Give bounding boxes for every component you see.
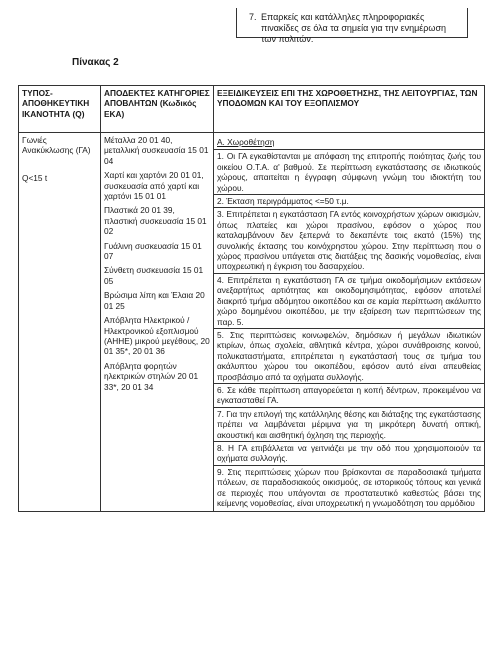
specifications-cell: [214, 133, 485, 512]
item-number: 7.: [249, 12, 257, 22]
facility-type: Γωνιές Ανακύκλωσης (ΓΑ): [22, 135, 91, 156]
spec-item: 4. Επιτρέπεται η εγκατάσταση ΓΑ σε τμήμα οικοδομήσιμων εκτάσεων ανεξαρτήτως αρτιότητας και οικοδομησιμότητας, εφόσον αποτελεί διακριτό τμήμα αδόμητου οικοπέδου και σε καμία περίπτωση ακάλυπτο χώρο δομημένου οικοπέδου, με την εξαίρεση των περιπτώσεων της παρ. 5.: [214, 273, 484, 328]
category-item: Χαρτί και χαρτόνι 20 01 01, συσκευασία από χαρτί και χαρτόνι 15 01 01: [104, 170, 204, 202]
category-item: Βρώσιμα λίπη και Έλαια 20 01 25: [104, 290, 205, 311]
category-item: Απόβλητα φορητών ηλεκτρικών στηλών 20 01 33*, 20 01 34: [104, 360, 199, 392]
header-specifications: ΕΞΕΙΔΙΚΕΥΣΕΙΣ ΕΠΙ ΤΗΣ ΧΩΡΟΘΕΤΗΣΗΣ, ΤΗΣ ΛΕΙΤΟΥΡΓΙΑΣ, ΤΩΝ ΥΠΟΔΟΜΩΝ ΚΑΙ ΤΟΥ ΕΞΟΠΛΙΣΜΟΥ: [214, 86, 485, 133]
item-text: Επαρκείς και κατάλληλες πληροφοριακές πινακίδες σε όλα τα σημεία για την ενημέρωση των πολιτών.: [261, 12, 447, 44]
spec-item: 8. Η ΓΑ επιβάλλεται να γειτνιάζει με την οδό που χρησιμοποιούν τα οχήματα συλλογής.: [214, 441, 484, 465]
category-item: Γυάλινη συσκευασία 15 01 07: [104, 240, 202, 262]
section-title: Α. Χωροθέτηση: [217, 137, 275, 147]
spec-item: 1. Οι ΓΑ εγκαθίστανται με απόφαση της επιτροπής ποιότητας ζωής του οικείου Ο.Τ.Α. α' βαθμού. Σε περίπτωση εγκατάστασης σε ιδιωτικούς χώρους, απαιτείται η έγγραφη σύμφωνη γνώμη του ιδιοκτήτη του χώρου.: [214, 149, 484, 194]
spec-item: 6. Σε κάθε περίπτωση απαγορεύεται η κοπή δέντρων, προκειμένου να εγκατασταθεί ΓΑ.: [214, 383, 484, 407]
header-waste-categories: ΑΠΟΔΕΚΤΕΣ ΚΑΤΗΓΟΡΙΕΣ ΑΠΟΒΛΗΤΩΝ (Κωδικός ΕΚΑ): [101, 86, 214, 133]
continued-table-box: [236, 8, 468, 44]
spec-item: 9. Στις περιπτώσεις χώρων που βρίσκονται σε παραδοσιακά τμήματα πόλεων, σε παραδοσιακούς οικισμούς, σε ιστορικούς τόπους και γενικά σε περιοχές που υπάγονται σε προστατευτικό καθεστώς βάσει της κείμενης νομοθεσίας, είναι υποχρεωτική η γνωμοδότηση του αρμόδιου: [214, 465, 484, 510]
spec-item: 3. Επιτρέπεται η εγκατάσταση ΓΑ εντός κοινοχρήστων χώρων οικισμών, όπως πλατείες και χώροι πρασίνου, εφόσον ο χώρος που καταλαμβάνουν δεν ξεπερνά το δεκαπέντε τοις εκατό (15%) της συνολικής έκτασης του κοινόχρηστου χώρου. Στην περίπτωση που ο χώρος πρασίνου υπάγεται στις διατάξεις της δασικής νομοθεσίας, είναι υποχρεωτική η έγκριση του δασαρχείου.: [214, 207, 484, 272]
table-row: [19, 133, 485, 512]
category-item: Απόβλητα Ηλεκτρικού / Ηλεκτρονικού εξοπλισμού (ΑΗΗΕ) μικρού μεγέθους, 20 01 35*, 20 01 36: [104, 315, 210, 357]
table-caption: Πίνακας 2: [72, 57, 119, 68]
type-cell: [19, 133, 101, 512]
spec-item: 5. Στις περιπτώσεις κοινωφελών, δημόσιων ή μεγάλων ιδιωτικών κτιρίων, όπως σχολεία, αθλητικά κέντρα, χώροι συνάθροισης κοινού, πολυκαταστήματα, επιτρέπεται η εγκατάστασή τους σε τμήμα του ακάλυπτου χώρου του οικοπέδου, εφόσον αυτό είναι απευθείας προσβάσιμο από τα οχήματα συλλογής.: [214, 328, 484, 383]
requirements-table: [18, 85, 485, 512]
spec-item: 2. Έκταση περιγράμματος <=50 τ.μ.: [214, 194, 484, 207]
capacity-value: Q<15 t: [22, 172, 48, 183]
category-item: Σύνθετη συσκευασία 15 01 05: [104, 265, 204, 286]
header-type-capacity: ΤΥΠΟΣ-ΑΠΟΘΗΚΕΥΤΙΚΗ ΙΚΑΝΟΤΗΤΑ (Q): [19, 86, 101, 133]
category-item: Μέταλλα 20 01 40, μεταλλική συσκευασία 15 01 04: [104, 135, 209, 166]
table-header-row: [19, 86, 485, 133]
spec-item: 7. Για την επιλογή της κατάλληλης θέσης και διάταξης της εγκατάστασης πρέπει να λαμβάνεται μέριμνα για τη μικρότερη δυνατή οπτική, ακουστική και αισθητική όχληση της περιοχής.: [214, 407, 484, 441]
categories-cell: [101, 133, 214, 512]
category-item: Πλαστικά 20 01 39, πλαστική συσκευασία 15 01 02: [104, 205, 207, 237]
